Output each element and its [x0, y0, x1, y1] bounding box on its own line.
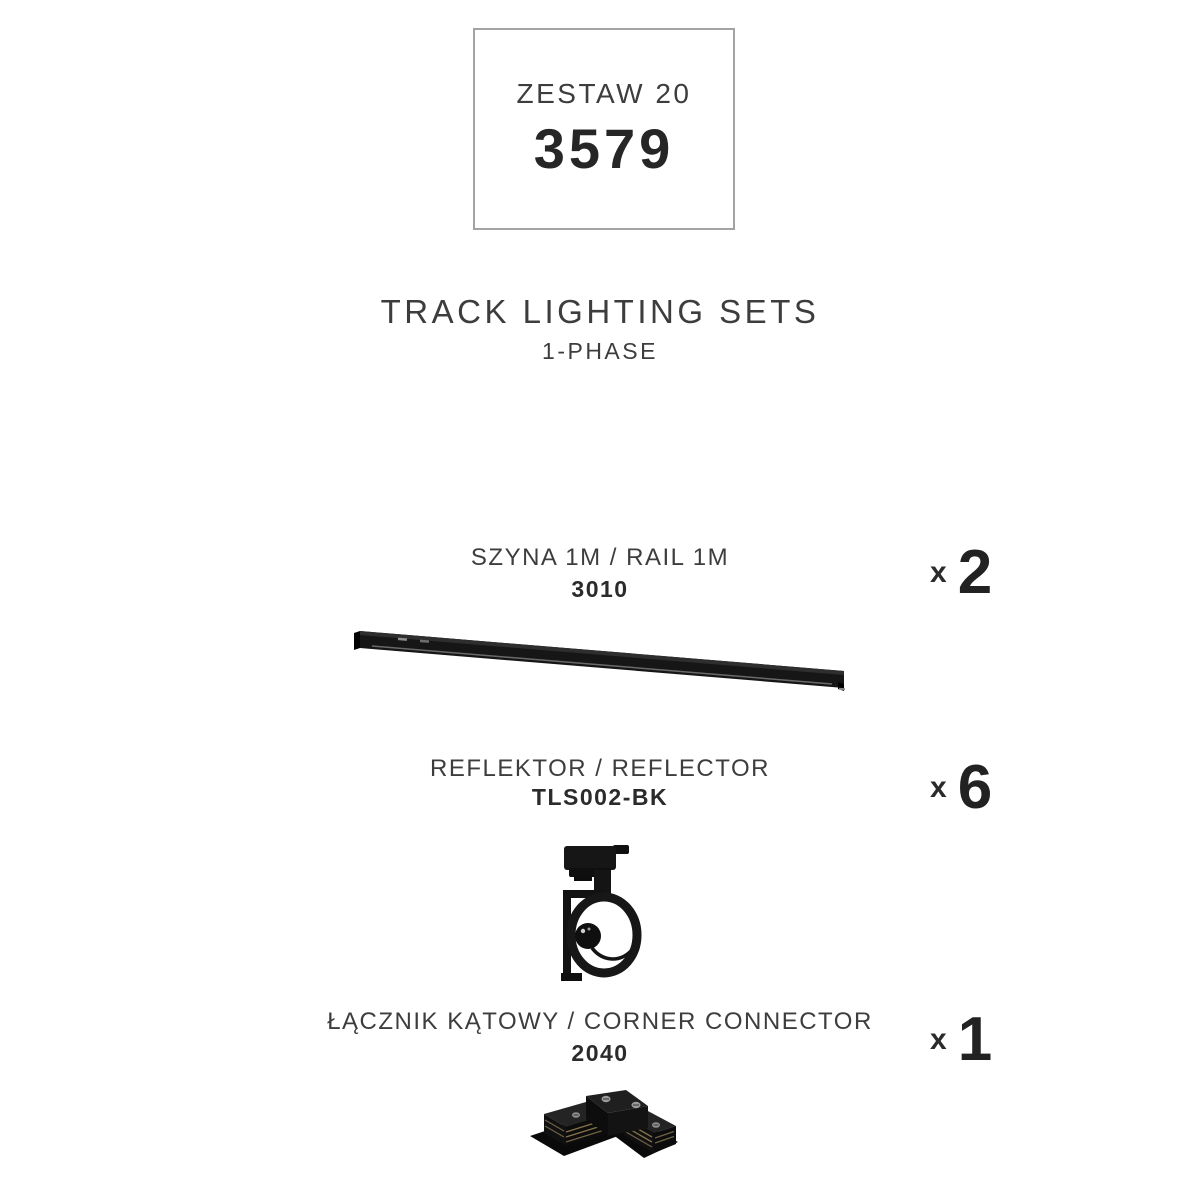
track-spotlight-image	[520, 832, 670, 1007]
quantity-prefix: x	[930, 771, 947, 804]
item-quantity-connector	[930, 1005, 1040, 1074]
corner-connector-image	[528, 1086, 688, 1171]
item-quantity-rail	[930, 538, 1040, 607]
item-name-reflector: REFLEKTOR / REFLECTOR	[429, 755, 770, 782]
quantity-prefix: x	[930, 1023, 947, 1056]
quantity-prefix: x	[930, 556, 947, 589]
set-label: ZESTAW 20	[516, 77, 692, 109]
page-subtitle: 1-PHASE	[542, 338, 658, 364]
item-name-connector: ŁĄCZNIK KĄTOWY / CORNER CONNECTOR	[327, 1008, 873, 1035]
quantity-value: 6	[957, 753, 993, 822]
quantity-value: 1	[957, 1005, 993, 1074]
item-code-reflector: TLS002-BK	[531, 784, 669, 810]
item-code-rail: 3010	[571, 576, 629, 602]
set-number: 3579	[533, 116, 675, 180]
item-quantity-reflector	[930, 753, 1040, 822]
quantity-value: 2	[957, 538, 993, 607]
track-rail-image	[352, 624, 852, 696]
item-code-connector: 2040	[571, 1040, 629, 1066]
page-title: TRACK LIGHTING SETS	[380, 293, 820, 330]
item-name-rail: SZYNA 1M / RAIL 1M	[470, 544, 730, 571]
set-header-box	[473, 28, 735, 230]
